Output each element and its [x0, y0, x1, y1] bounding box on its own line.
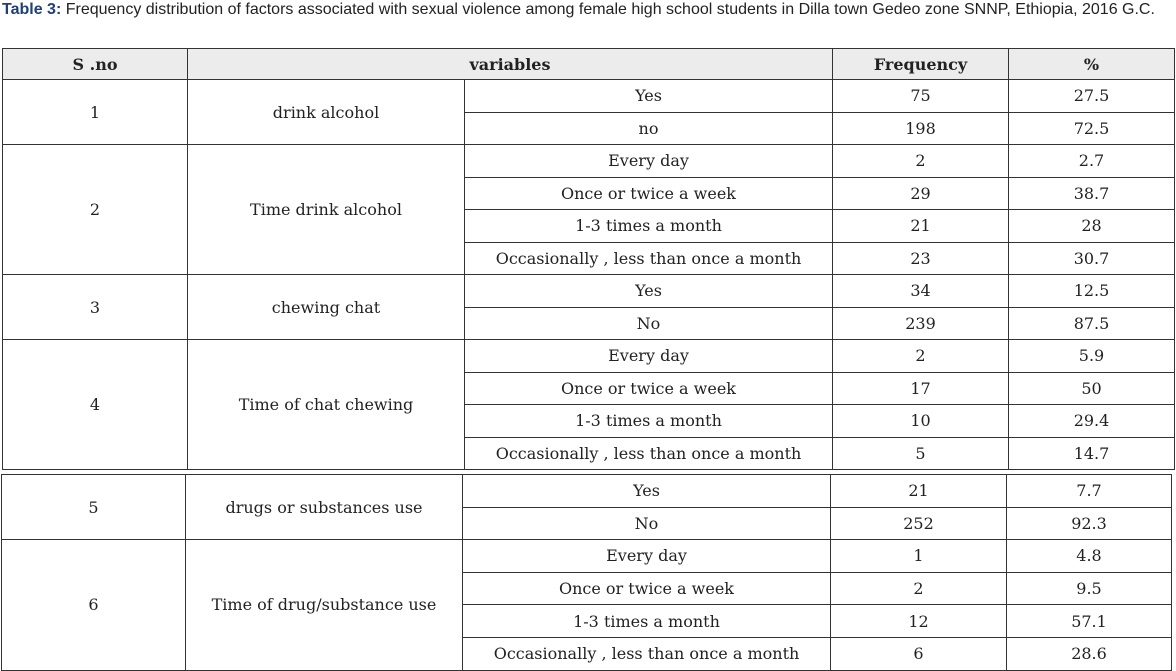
category-cell: 1-3 times a month [465, 405, 833, 438]
category-cell: 1-3 times a month [465, 210, 833, 243]
variable-cell: drugs or substances use [186, 475, 463, 540]
category-cell: Once or twice a week [465, 372, 833, 405]
frequency-cell: 21 [833, 210, 1009, 243]
category-cell: Every day [465, 145, 833, 178]
category-cell: 1-3 times a month [463, 605, 831, 638]
percent-cell: 38.7 [1009, 177, 1175, 210]
frequency-cell: 2 [833, 340, 1009, 373]
sno-cell: 4 [3, 340, 188, 470]
percent-cell: 27.5 [1009, 80, 1175, 113]
percent-cell: 7.7 [1007, 475, 1172, 508]
sno-cell: 6 [2, 540, 186, 670]
frequency-cell: 5 [833, 437, 1009, 470]
table-row [2, 475, 1172, 508]
table-row [2, 540, 1172, 573]
percent-cell: 28.6 [1007, 637, 1172, 670]
percent-cell: 92.3 [1007, 507, 1172, 540]
category-cell: no [465, 112, 833, 145]
variable-cell: drink alcohol [188, 80, 465, 145]
sno-cell: 5 [2, 475, 186, 540]
frequency-cell: 2 [831, 572, 1007, 605]
category-cell: Once or twice a week [465, 177, 833, 210]
frequency-cell: 21 [831, 475, 1007, 508]
frequency-cell: 2 [833, 145, 1009, 178]
header-sno: S .no [3, 49, 188, 80]
variable-cell: chewing chat [188, 275, 465, 340]
table-caption-text: Frequency distribution of factors associated with sexual violence among female high school students in Dilla town Gedeo zone SNNP, Ethiopia, 2016 G.C. [61, 1, 1155, 18]
table-body-part-1 [3, 80, 1175, 470]
percent-cell: 12.5 [1009, 275, 1175, 308]
frequency-cell: 12 [831, 605, 1007, 638]
table-row [3, 80, 1175, 113]
sno-cell: 2 [3, 145, 188, 275]
variable-cell: Time of drug/substance use [186, 540, 463, 670]
table-row [3, 340, 1175, 373]
percent-cell: 28 [1009, 210, 1175, 243]
category-cell: Yes [465, 275, 833, 308]
category-cell: Yes [463, 475, 831, 508]
percent-cell: 87.5 [1009, 307, 1175, 340]
percent-cell: 50 [1009, 372, 1175, 405]
header-percent: % [1009, 49, 1175, 80]
table-header-row [3, 49, 1175, 80]
category-cell: Occasionally , less than once a month [465, 242, 833, 275]
category-cell: No [465, 307, 833, 340]
table-row [3, 145, 1175, 178]
percent-cell: 72.5 [1009, 112, 1175, 145]
frequency-cell: 23 [833, 242, 1009, 275]
percent-cell: 9.5 [1007, 572, 1172, 605]
category-cell: Yes [465, 80, 833, 113]
table-caption-label: Table 3: [2, 1, 62, 18]
table-body-part-2 [2, 475, 1172, 671]
percent-cell: 14.7 [1009, 437, 1175, 470]
percent-cell: 5.9 [1009, 340, 1175, 373]
data-table-part-2 [1, 474, 1172, 671]
percent-cell: 57.1 [1007, 605, 1172, 638]
frequency-cell: 239 [833, 307, 1009, 340]
variable-cell: Time drink alcohol [188, 145, 465, 275]
percent-cell: 29.4 [1009, 405, 1175, 438]
frequency-cell: 17 [833, 372, 1009, 405]
header-frequency: Frequency [833, 49, 1009, 80]
category-cell: Every day [463, 540, 831, 573]
percent-cell: 2.7 [1009, 145, 1175, 178]
frequency-cell: 1 [831, 540, 1007, 573]
frequency-cell: 6 [831, 637, 1007, 670]
category-cell: Occasionally , less than once a month [465, 437, 833, 470]
percent-cell: 4.8 [1007, 540, 1172, 573]
variable-cell: Time of chat chewing [188, 340, 465, 470]
frequency-cell: 198 [833, 112, 1009, 145]
frequency-cell: 252 [831, 507, 1007, 540]
category-cell: Occasionally , less than once a month [463, 637, 831, 670]
frequency-cell: 29 [833, 177, 1009, 210]
percent-cell: 30.7 [1009, 242, 1175, 275]
frequency-cell: 75 [833, 80, 1009, 113]
header-variables: variables [188, 49, 833, 80]
category-cell: Once or twice a week [463, 572, 831, 605]
data-table-part-1 [2, 48, 1175, 470]
category-cell: No [463, 507, 831, 540]
sno-cell: 3 [3, 275, 188, 340]
frequency-cell: 10 [833, 405, 1009, 438]
table-row [3, 275, 1175, 308]
category-cell: Every day [465, 340, 833, 373]
frequency-cell: 34 [833, 275, 1009, 308]
sno-cell: 1 [3, 80, 188, 145]
table-caption [2, 0, 1174, 20]
